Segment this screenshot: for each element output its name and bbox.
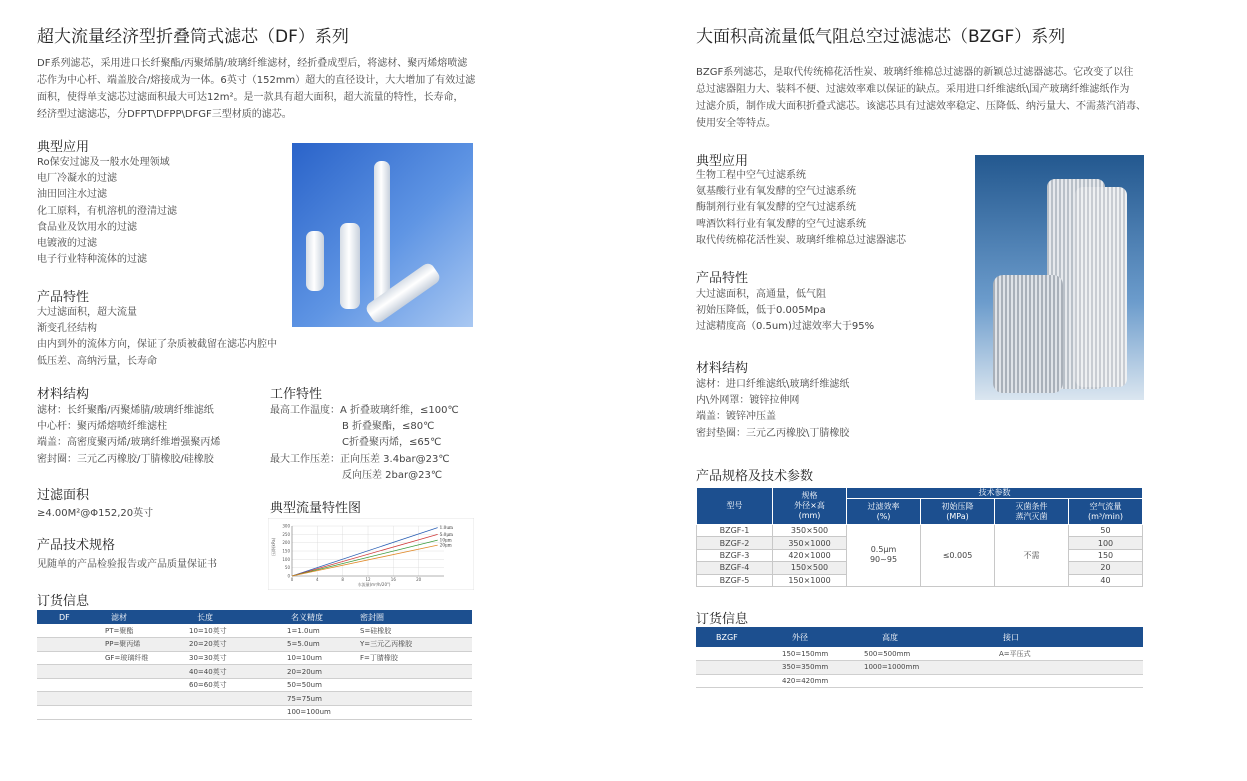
list-item: 大过滤面积，高通量，低气阻 [696,289,826,300]
table-header-cell: 灭菌条件 蒸汽灭菌 [995,499,1069,525]
left-area-value: ≥4.00M²@Φ152,20英寸 [37,508,154,519]
left-area-title: 过滤面积 [37,488,90,503]
table-header-cell: 规格 外径×高 (mm) [773,488,847,525]
list-item: 酶制剂行业有氧发酵的空气过滤系统 [696,202,856,214]
right-features-list [696,287,874,336]
left-applications-title: 典型应用 [37,140,90,155]
list-item: 大过滤面积，超大流量 [37,307,137,318]
chart-ylabel: 压降(kPa) [271,537,276,556]
table-header-cell: 密封圈 [338,610,472,624]
left-working-list [270,403,459,484]
chart-xtick-label: 12 [365,577,371,582]
list-item: 最大工作压差：正向压差 3.4bar@23℃ [270,453,450,465]
chart-series-label: 5.0μm [439,531,454,537]
table-row: 350=350mm 1000=1000mm [696,661,1143,675]
chart-xtick-label: 8 [341,577,344,582]
table-header-cell: 空气流量 (m³/min) [1069,499,1143,525]
right-materials-title: 材料结构 [696,361,749,376]
chart-ytick-label: 200 [282,540,290,546]
list-item: 氨基酸行业有氧发酵的空气过滤系统 [696,186,856,198]
table-row: 60=60英寸 50=50um [37,678,472,692]
left-spec-title: 产品技术规格 [37,538,116,553]
chart-ytick-label: 50 [284,565,290,571]
table-header-cell: 长度 [167,610,253,624]
spec-pressure-cell: ≤0.005 [921,525,995,587]
right-order-table [696,627,1143,688]
chart-xtick-label: 0 [290,577,294,582]
table-header-cell: 滤材 [95,610,167,624]
table-header-row [697,488,1143,499]
table-row: BZGF-4 150×500 20 [697,562,1143,574]
list-item: 密封垫圈：三元乙丙橡胶\丁腈橡胶 [696,427,850,439]
right-intro-line: 使用安全等特点。 [696,118,776,129]
list-item: 中心杆：聚丙烯熔喷纤维滤柱 [37,421,167,433]
table-header-cell: 过滤效率 (%) [847,499,921,525]
df-filter-photo [292,143,473,327]
left-features-title: 产品特性 [37,290,90,305]
table-row: BZGF-2 350×1000 100 [697,537,1143,549]
table-row: BZGF-1 350×500 0.5μm 90~95 ≤0.005 不需 50 [697,525,1143,537]
chart-ytick-label: 0 [287,573,290,579]
right-intro [696,64,1166,132]
list-item: Ro保安过滤及一般水处理领域 [37,157,170,168]
list-item: 电厂冷凝水的过滤 [37,173,117,185]
table-header-cell: 技术参数 [847,488,1143,499]
chart-xtick-label: 20 [416,577,422,582]
right-title: 大面积高流量低气阻总空过滤滤芯（BZGF）系列 [696,27,1066,47]
left-features-list [37,305,277,370]
chart-series-label: 20μm [439,542,452,548]
right-materials-list [696,377,849,442]
table-row: PP=聚丙烯 20=20英寸 5=5.0um Y=三元乙丙橡胶 [37,638,472,652]
list-item: 初始压降低，低于0.005Mpa [696,305,826,317]
list-item: 端盖：高密度聚丙烯/玻璃纤维增强聚丙烯 [37,437,221,449]
table-row: 420=420mm [696,674,1143,688]
chart-xtick-label: 16 [390,577,396,582]
chart-ytick-label: 250 [282,531,290,537]
chart-series-label: 1.0um [439,525,453,531]
list-item: 密封圈：三元乙丙橡胶/丁腈橡胶/硅橡胶 [37,453,214,465]
flow-chart [268,518,474,590]
list-item: 啤酒饮料行业有氧发酵的空气过滤系统 [696,218,866,230]
table-header-cell: 名义精度 [253,610,338,624]
left-title: 超大流量经济型折叠筒式滤芯（DF）系列 [37,27,349,47]
bzgf-filter-photo [975,155,1144,400]
chart-xlabel: 水流量(m³/h/20") [357,582,391,587]
table-row: 150=150mm 500=500mm A=平压式 [696,647,1143,661]
list-item: 食品业及饮用水的过滤 [37,221,137,233]
list-item: 反向压差 2bar@23℃ [342,469,443,481]
left-intro-line: 面积，使得单支滤芯过滤面积最大可达12m²。是一款具有超大面积，超大流量的特性，长寿命， [37,92,464,103]
table-header-row [37,610,472,624]
left-order-table [37,610,472,720]
chart-title: 典型流量特性图 [270,501,362,516]
table-header-cell: 初始压降 (MPa) [921,499,995,525]
table-row: 40=40英寸 20=20um [37,665,472,679]
left-order-title: 订货信息 [37,594,90,609]
table-header-cell: 型号 [697,488,773,525]
spec-efficiency-cell: 0.5μm 90~95 [847,525,921,587]
table-header-cell: 外径 [778,627,860,647]
left-applications-list [37,155,177,268]
chart-ytick-label: 300 [282,523,290,529]
list-item: 渐变孔径结构 [37,323,97,335]
left-materials-list [37,403,220,468]
left-spec-value: 见随单的产品检验报告或产品质量保证书 [37,559,217,570]
left-working-title: 工作特性 [270,387,323,402]
right-intro-line: 总过滤器阻力大、装料不便、过滤效率难以保证的缺点。采用进口纤维滤纸\国产玻璃纤维滤纸作为 [696,84,1130,95]
list-item: B 折叠聚酯，≤80℃ [342,421,435,433]
list-item: 电子行业特种流体的过滤 [37,254,147,266]
table-header-cell: DF [37,610,95,624]
right-intro-line: 过滤介质，制作成大面积折叠式滤芯。该滤芯具有过滤效率稳定、压降低、纳污量大、不需蒸汽消毒、 [696,101,1146,112]
chart-xtick-label: 4 [316,577,319,582]
right-order-title: 订货信息 [696,612,749,627]
list-item: 由内到外的流体方向，保证了杂质被截留在滤芯内腔中 [37,339,277,351]
table-row: 75=75um [37,692,472,706]
table-header-row [696,627,1143,647]
chart-series-label: 10μm [439,537,452,543]
list-item: 低压差、高纳污量，长寿命 [37,355,157,367]
left-intro-line: 经济型过滤滤芯，分DFPT\DFPP\DFGF三型材质的滤芯。 [37,109,292,120]
right-applications-title: 典型应用 [696,154,749,169]
list-item: 内\外网罩：镀锌拉伸网 [696,395,800,407]
right-spec-table [696,487,1143,587]
list-item: 滤材：进口纤维滤纸\玻璃纤维滤纸 [696,379,850,390]
right-spec-title: 产品规格及技术参数 [696,469,814,484]
right-applications-list [696,168,906,249]
spec-sterilize-cell: 不需 [995,525,1069,587]
table-header-cell: BZGF [696,627,778,647]
table-header-cell: 接口 [995,627,1143,647]
list-item: 端盖：镀锌冲压盖 [696,411,776,423]
right-intro-line: BZGF系列滤芯，是取代传统棉花活性炭、玻璃纤维棉总过滤器的新颖总过滤器滤芯。它改变了以往 [696,67,1134,78]
list-item: 生物工程中空气过滤系统 [696,170,806,181]
right-features-title: 产品特性 [696,271,749,286]
chart-ytick-label: 100 [282,556,290,562]
list-item: 化工原料，有机溶机的澄清过滤 [37,205,177,217]
left-materials-title: 材料结构 [37,387,90,402]
list-item: 油田回注水过滤 [37,189,107,201]
table-header-cell: 高度 [860,627,995,647]
list-item: 电镀液的过滤 [37,238,97,250]
table-row: GF=玻璃纤维 30=30英寸 10=10um F=丁腈橡胶 [37,651,472,665]
table-row: 100=100um [37,706,472,720]
list-item: 取代传统棉花活性炭、玻璃纤维棉总过滤器滤芯 [696,234,906,246]
left-intro-line: 芯作为中心杆、端盖胶合/熔接成为一体。6英寸（152mm）超大的直径设计，大大增加了有效过滤 [37,75,476,86]
list-item: 过滤精度高（0.5um)过滤效率大于95% [696,321,875,333]
table-row: BZGF-5 150×1000 40 [697,574,1143,586]
list-item: 滤材：长纤聚酯/丙聚烯腈/玻璃纤维滤纸 [37,405,214,416]
left-intro-line: DF系列滤芯，采用进口长纤聚酯/丙聚烯腈/玻璃纤维滤材，经折叠成型后，将滤材、聚丙烯熔喷滤 [37,58,468,69]
left-intro [37,55,487,123]
table-row: PT=聚酯 10=10英寸 1=1.0um S=硅橡胶 [37,624,472,638]
list-item: 最高工作温度：A 折叠玻璃纤维，≤100℃ [270,405,459,416]
chart-ytick-label: 150 [282,548,290,554]
list-item: C折叠聚丙烯，≤65℃ [342,437,442,449]
table-row: BZGF-3 420×1000 150 [697,549,1143,561]
